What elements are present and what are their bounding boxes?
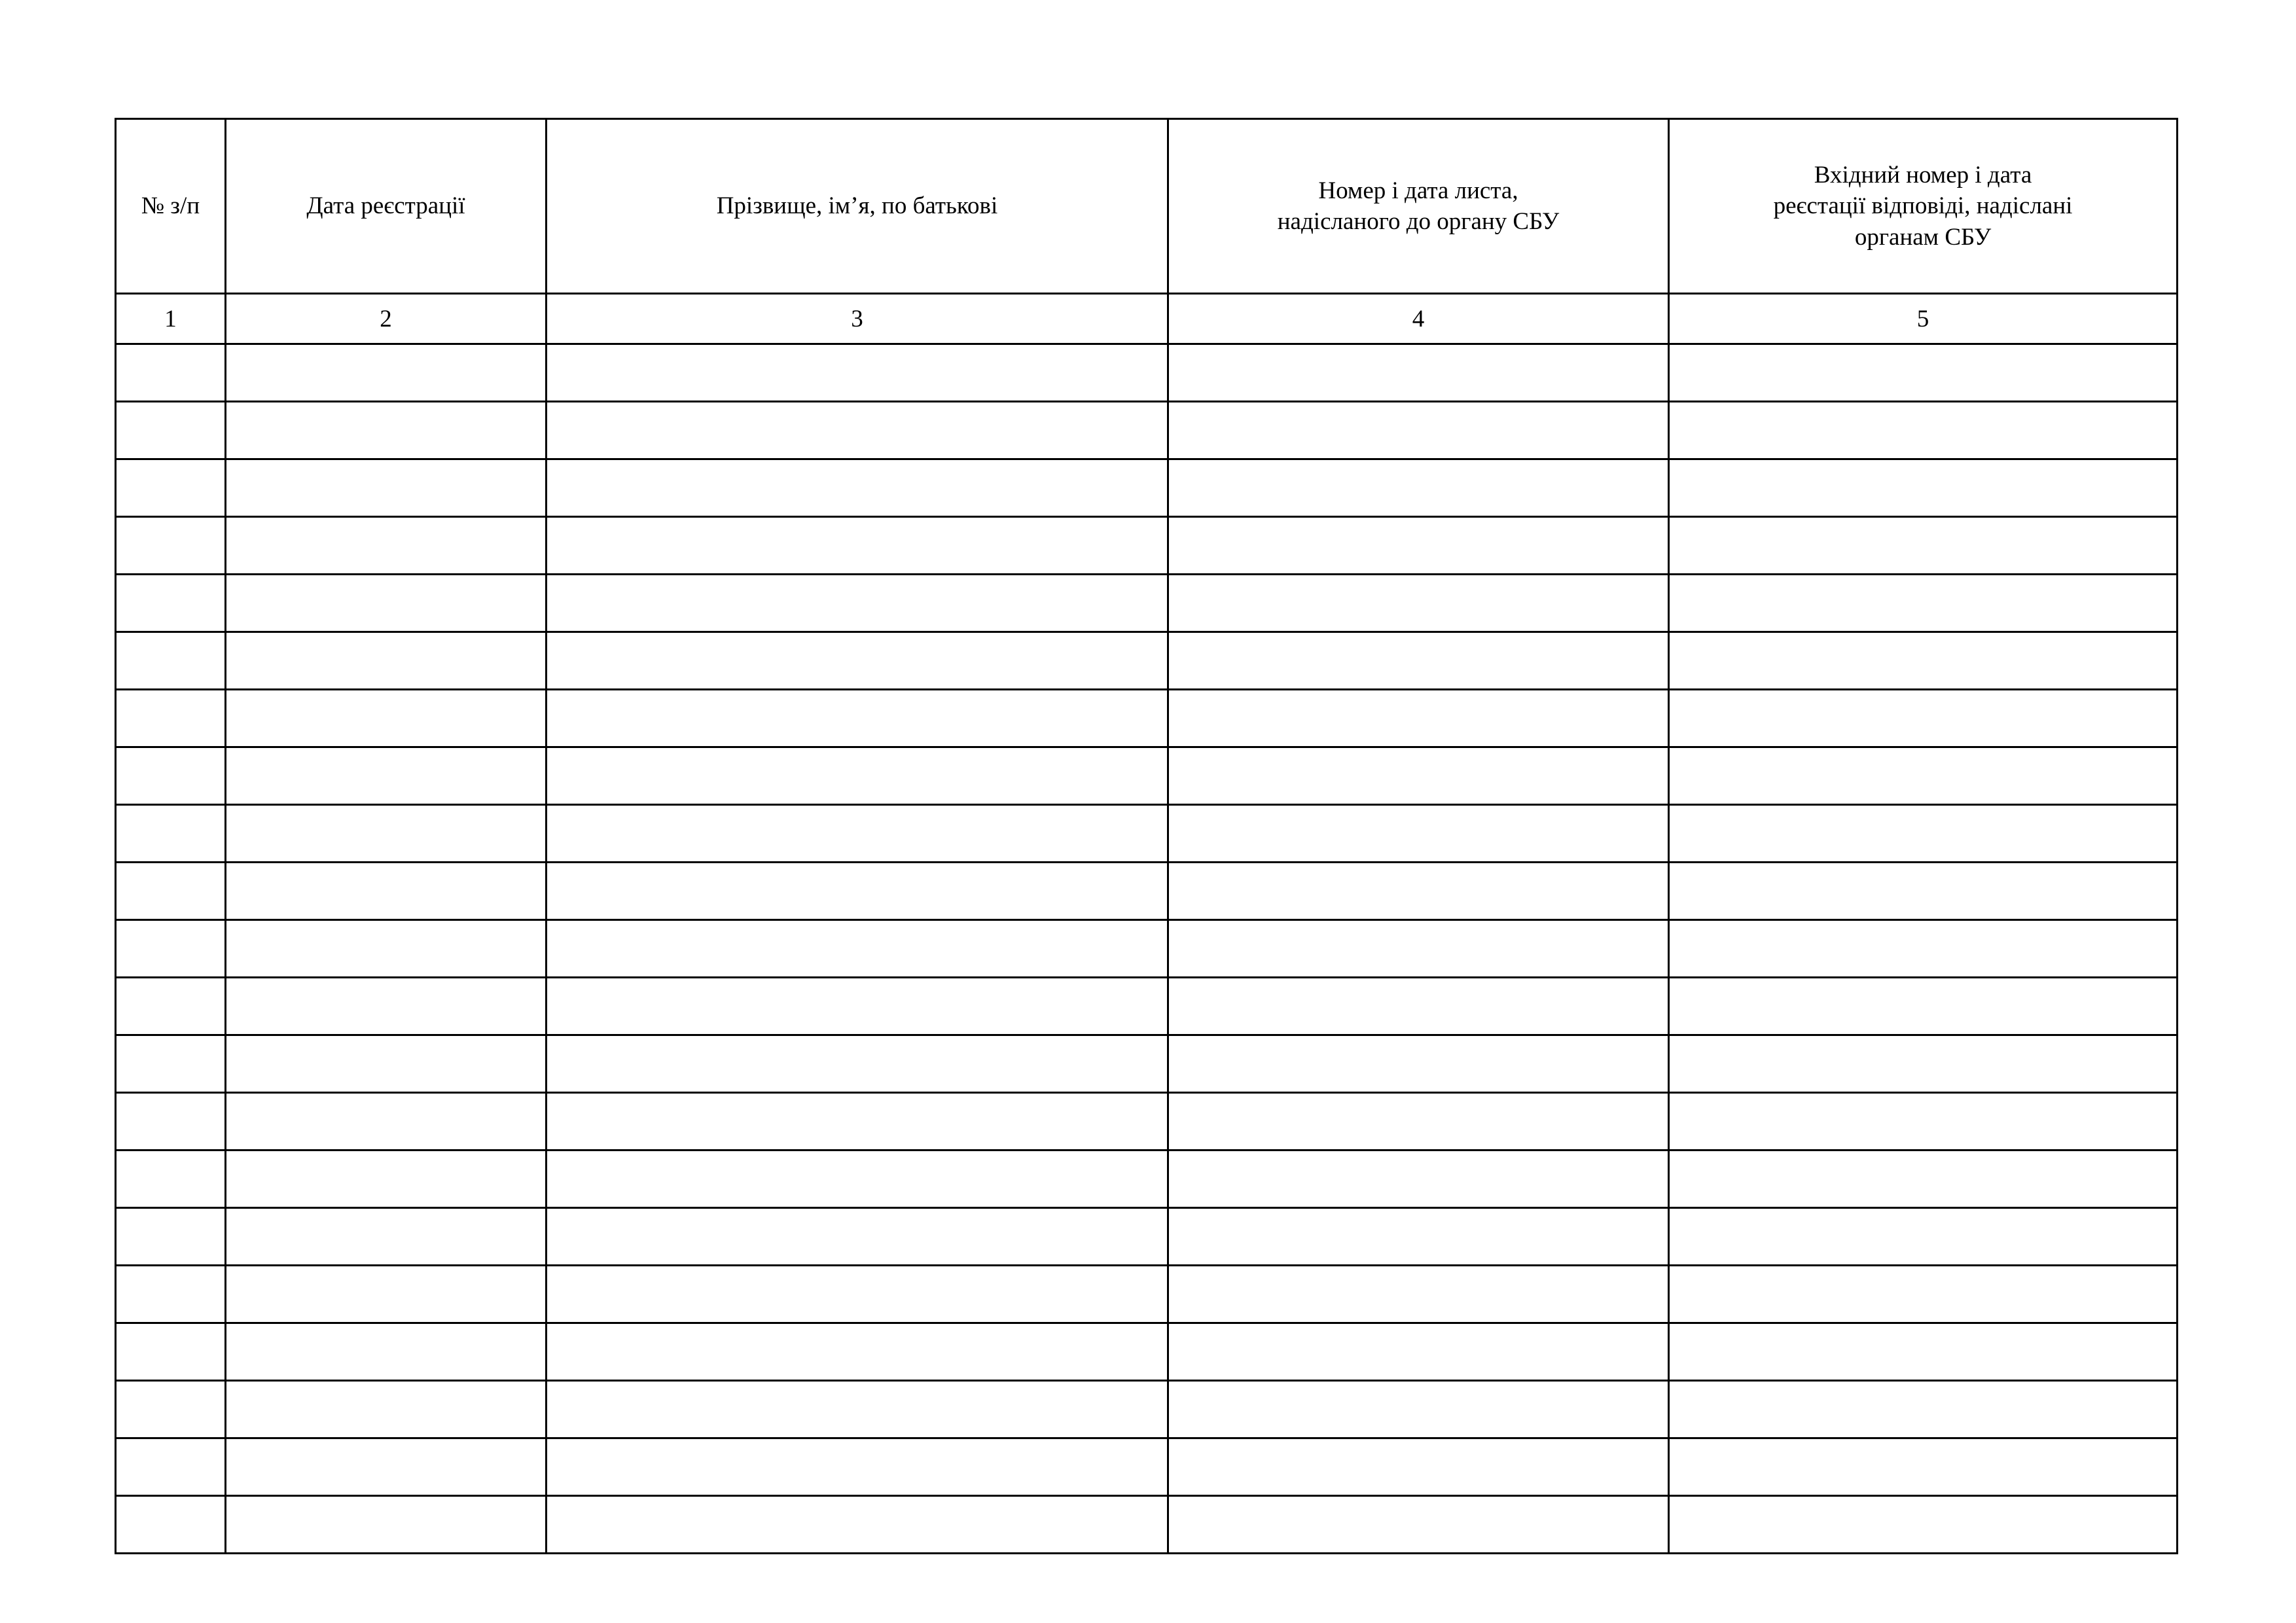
table-cell[interactable] [116,459,226,517]
table-cell[interactable] [116,690,226,747]
table-cell[interactable] [226,1208,547,1266]
table-cell[interactable] [226,1496,547,1554]
table-cell[interactable] [116,978,226,1035]
table-cell[interactable] [226,863,547,920]
table-cell[interactable] [116,1438,226,1496]
table-cell[interactable] [547,344,1168,402]
table-cell[interactable] [1168,344,1669,402]
table-cell[interactable] [116,344,226,402]
column-number-1: 1 [116,294,226,344]
table-cell[interactable] [226,1438,547,1496]
table-cell[interactable] [1669,1093,2178,1150]
table-cell[interactable] [1168,632,1669,690]
table-cell[interactable] [1168,459,1669,517]
table-cell[interactable] [547,402,1168,459]
table-cell[interactable] [1168,863,1669,920]
table-cell[interactable] [226,1381,547,1438]
table-cell[interactable] [547,1266,1168,1323]
column-header-full-name-line-1: Прізвище, ім’я, по батькові [716,192,998,220]
table-cell[interactable] [226,632,547,690]
table-cell[interactable] [547,632,1168,690]
table-cell[interactable] [226,1093,547,1150]
table-cell[interactable] [1669,1381,2178,1438]
table-cell[interactable] [1669,690,2178,747]
table-cell[interactable] [116,863,226,920]
table-cell[interactable] [226,1266,547,1323]
column-header-full-name [547,119,1168,294]
table-row[interactable] [116,805,2178,863]
table-row[interactable] [116,1208,2178,1266]
table-row[interactable] [116,747,2178,805]
table-cell[interactable] [1669,1438,2178,1496]
table-row[interactable] [116,1035,2178,1093]
table-cell[interactable] [116,1496,226,1554]
table-row[interactable] [116,1381,2178,1438]
table-cell[interactable] [1168,1438,1669,1496]
table-cell[interactable] [547,1323,1168,1381]
column-header-number-line-1: № з/п [141,192,200,220]
table-row[interactable] [116,1266,2178,1323]
table-cell[interactable] [547,1438,1168,1496]
table-cell[interactable] [226,402,547,459]
table-cell[interactable] [1669,1150,2178,1208]
column-header-incoming-number-date-line-3: органам СБУ [1854,223,1992,251]
table-row[interactable] [116,1438,2178,1496]
table-row[interactable] [116,632,2178,690]
table-cell[interactable] [1669,978,2178,1035]
column-header-incoming-number-date-line-2: реєстації відповіді, надіслані [1773,192,2073,220]
table-cell[interactable] [1669,1496,2178,1554]
table-cell[interactable] [226,690,547,747]
table-cell[interactable] [226,1035,547,1093]
table-row[interactable] [116,402,2178,459]
table-cell[interactable] [226,344,547,402]
table-cell[interactable] [547,517,1168,575]
table-cell[interactable] [1168,1496,1669,1554]
table-row[interactable] [116,1093,2178,1150]
column-header-letter-number-date-line-1: Номер і дата листа, [1318,177,1518,204]
table-cell[interactable] [226,920,547,978]
table-cell[interactable] [1168,920,1669,978]
table-cell[interactable] [116,1150,226,1208]
table-cell[interactable] [1669,1323,2178,1381]
table-cell[interactable] [1168,1381,1669,1438]
table-cell[interactable] [226,459,547,517]
table-cell[interactable] [1168,978,1669,1035]
table-row[interactable] [116,1150,2178,1208]
table-row[interactable] [116,690,2178,747]
table-cell[interactable] [547,805,1168,863]
table-cell[interactable] [547,575,1168,632]
table-cell[interactable] [547,1150,1168,1208]
table-cell[interactable] [1669,517,2178,575]
table-cell[interactable] [116,1266,226,1323]
table-cell[interactable] [1168,1093,1669,1150]
table-cell[interactable] [547,1496,1168,1554]
table-cell[interactable] [1669,1035,2178,1093]
table-cell[interactable] [1168,402,1669,459]
table-cell[interactable] [547,747,1168,805]
table-cell[interactable] [116,1208,226,1266]
table-cell[interactable] [116,1323,226,1381]
table-cell[interactable] [116,805,226,863]
table-cell[interactable] [547,459,1168,517]
table-cell[interactable] [1168,805,1669,863]
table-cell[interactable] [1669,459,2178,517]
table-cell[interactable] [226,747,547,805]
table-cell[interactable] [116,402,226,459]
table-row[interactable] [116,1323,2178,1381]
table-cell[interactable] [1669,805,2178,863]
table-cell[interactable] [226,805,547,863]
table-cell[interactable] [116,747,226,805]
table-cell[interactable] [547,863,1168,920]
column-number-2: 2 [226,294,547,344]
table-cell[interactable] [547,1381,1168,1438]
table-cell[interactable] [1669,1266,2178,1323]
column-header-number [116,119,226,294]
table-cell[interactable] [226,1323,547,1381]
column-header-registration-date-line-1: Дата реєстрації [306,192,465,220]
table-cell[interactable] [1669,402,2178,459]
column-header-letter-number-date-line-2: надісланого до органу СБУ [1277,208,1560,235]
table-cell[interactable] [116,920,226,978]
table-cell[interactable] [116,575,226,632]
table-cell[interactable] [1669,1208,2178,1266]
table-cell[interactable] [1168,1150,1669,1208]
table-row[interactable] [116,920,2178,978]
column-number-row [116,294,2178,344]
table-row[interactable] [116,978,2178,1035]
table-cell[interactable] [116,1093,226,1150]
column-header-registration-date [226,119,547,294]
column-number-4: 4 [1168,294,1669,344]
table-cell[interactable] [116,632,226,690]
column-number-3: 3 [547,294,1168,344]
table-cell[interactable] [1168,1208,1669,1266]
table-cell[interactable] [226,978,547,1035]
table-cell[interactable] [116,1381,226,1438]
table-row[interactable] [116,459,2178,517]
table-cell[interactable] [1669,920,2178,978]
table-cell[interactable] [547,690,1168,747]
table-row[interactable] [116,863,2178,920]
table-cell[interactable] [116,1035,226,1093]
table-cell[interactable] [226,1150,547,1208]
table-row[interactable] [116,517,2178,575]
table-cell[interactable] [547,1035,1168,1093]
table-cell[interactable] [547,920,1168,978]
table-cell[interactable] [1168,1266,1669,1323]
table-cell[interactable] [1168,1323,1669,1381]
table-row[interactable] [116,1496,2178,1554]
header-row [116,119,2178,294]
column-header-incoming-number-date-line-1: Вхідний номер і дата [1814,161,2032,188]
table-cell[interactable] [226,517,547,575]
table-cell[interactable] [1669,747,2178,805]
table-cell[interactable] [1669,863,2178,920]
column-header-incoming-number-date [1669,119,2178,294]
table-cell[interactable] [116,517,226,575]
table-cell[interactable] [1669,632,2178,690]
register-table-container [115,118,2176,1554]
column-number-5: 5 [1669,294,2178,344]
table-header [116,119,2178,344]
table-body [116,344,2178,1554]
register-table [115,118,2178,1554]
table-cell[interactable] [1669,575,2178,632]
table-row[interactable] [116,344,2178,402]
table-cell[interactable] [226,575,547,632]
table-row[interactable] [116,575,2178,632]
table-cell[interactable] [547,1208,1168,1266]
column-header-letter-number-date [1168,119,1669,294]
table-cell[interactable] [1669,344,2178,402]
table-cell[interactable] [1168,1035,1669,1093]
table-cell[interactable] [1168,747,1669,805]
table-cell[interactable] [1168,517,1669,575]
table-cell[interactable] [547,978,1168,1035]
table-cell[interactable] [1168,575,1669,632]
table-cell[interactable] [1168,690,1669,747]
table-cell[interactable] [547,1093,1168,1150]
